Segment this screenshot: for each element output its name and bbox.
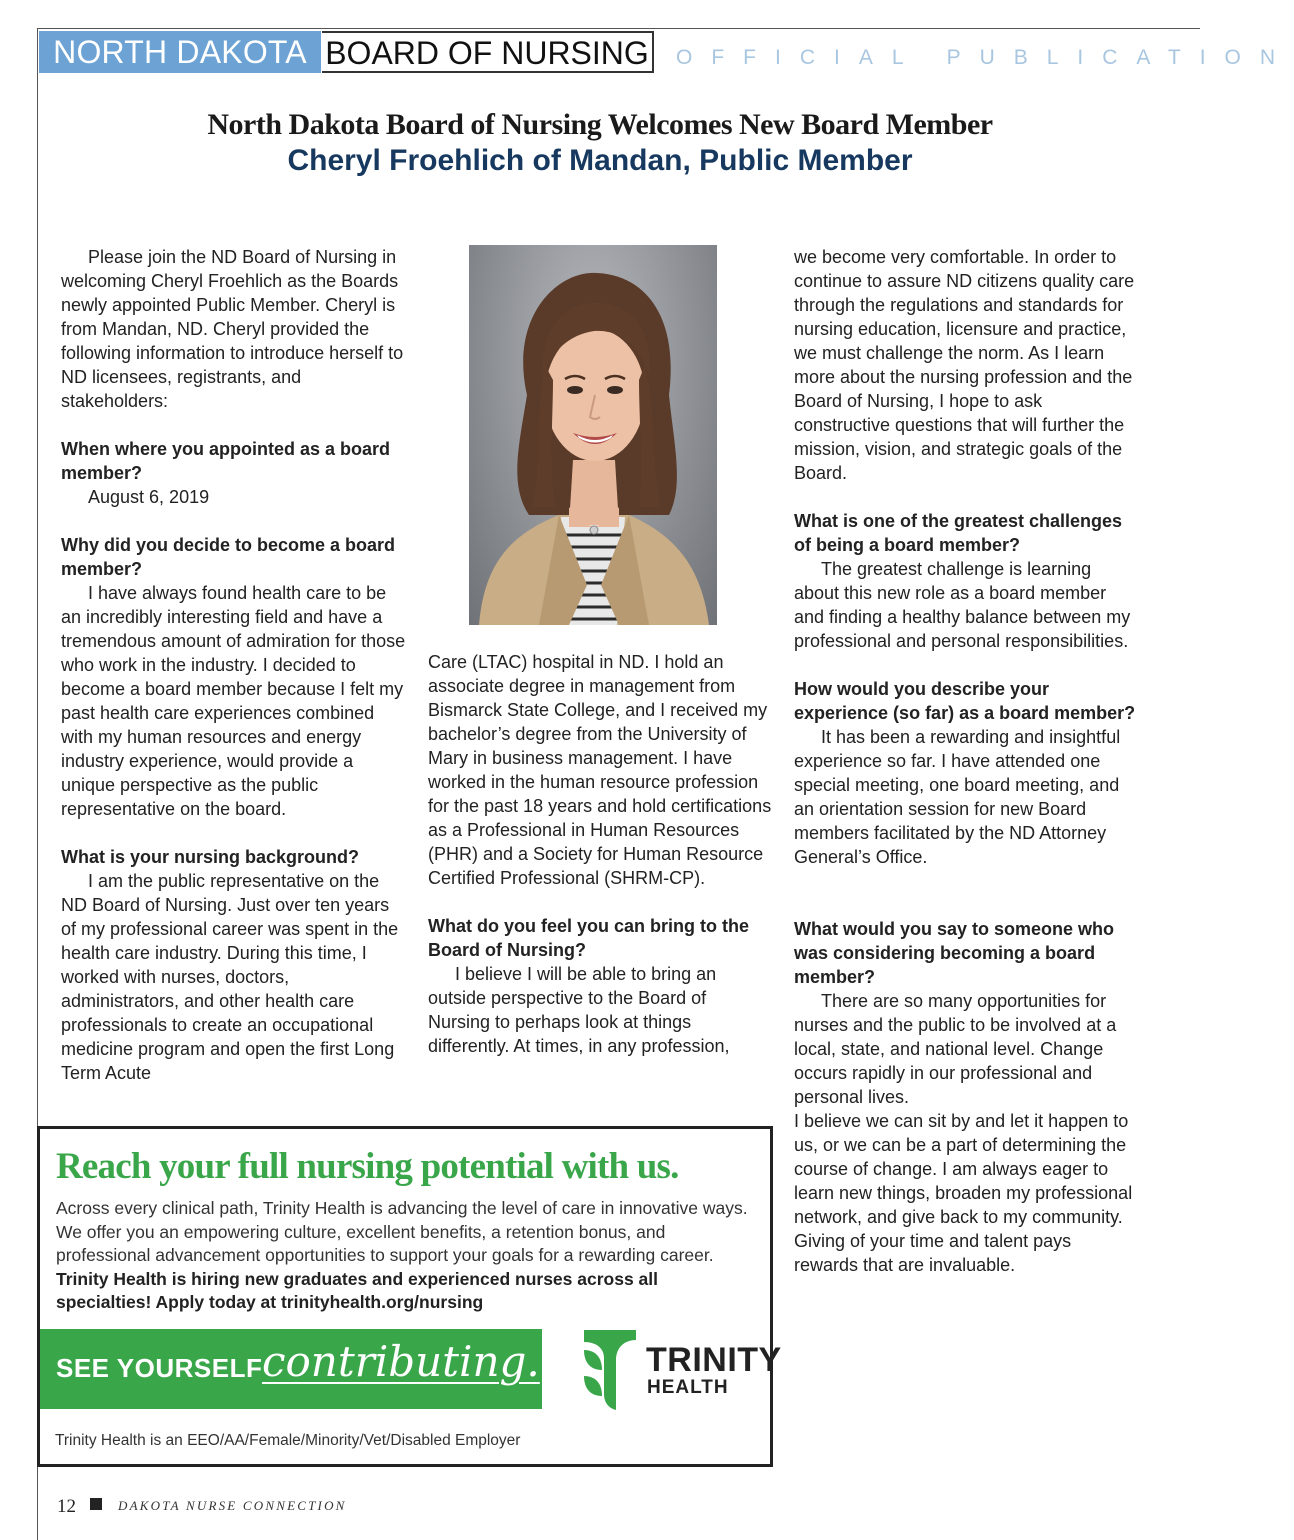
answer-paragraph: There are so many opportunities for nurses and the public to be involved at a local, state, and national level. Change occurs rapidly in our professional and personal lives.	[794, 991, 1117, 1107]
intro-paragraph: Please join the ND Board of Nursing in welcoming Cheryl Froehlich as the Boards newly appointed Public Member. Cheryl is from Mandan, ND. Cheryl provided the following information to introduce herself to ND licensees, registrants, and stakeholders:	[61, 247, 404, 411]
masthead-board: BOARD OF NURSING	[322, 31, 654, 73]
portrait-illustration	[469, 245, 717, 625]
ad-brand-health: HEALTH	[647, 1377, 729, 1398]
ad-body-callout: Trinity Health is hiring new graduates and experienced nurses across all specialties! Apply today at trinityhealth.org/nursing	[56, 1268, 659, 1312]
ad-body-text: Across every clinical path, Trinity Health is advancing the level of care in innovative ways. We offer you an empowering culture, excellent benefits, a retention bonus, and professional advancement opportunities to support your goals for a rewarding career.	[56, 1198, 748, 1265]
trinity-leaf-logo-icon	[580, 1328, 640, 1412]
masthead-state: NORTH DAKOTA	[39, 31, 321, 73]
question-heading: What do you feel you can bring to the Board of Nursing?	[428, 916, 750, 960]
question-heading: What is your nursing background?	[61, 847, 360, 867]
answer-paragraph: I believe we can sit by and let it happen to us, or we can be a part of determining the course of change. I am always eager to learn new things, broaden my professional network, and give back to my community. Giving of your time and talent pays rewards that are invaluable.	[794, 1111, 1133, 1275]
footer-square-icon	[90, 1498, 102, 1510]
top-rule	[37, 28, 1200, 29]
article-title: North Dakota Board of Nursing Welcomes New Board Member	[207, 108, 993, 141]
answer-paragraph: I am the public representative on the ND Board of Nursing. Just over ten years of my professional career was spent in the health care industry. During this time, I worked with nurses, doctors, administrators, and other health care professionals to create an occupational medicine program and open the first Long Term Acute	[61, 871, 399, 1083]
answer-paragraph: The greatest challenge is learning about this new role as a board member and finding a healthy balance between my professional and personal responsibilities.	[794, 559, 1131, 651]
answer-paragraph: Care (LTAC) hospital in ND. I hold an associate degree in management from Bismarck State College, and I received my bachelor’s degree from the University of Mary in business management. I have worked in the human resource profession for the past 18 years and hold certifications as a Professional in Human Resources (PHR) and a Society for Human Resource Certified Professional (SHRM-CP).	[428, 652, 772, 888]
article-column-3	[794, 245, 1139, 1277]
question-heading: What would you say to someone who was considering becoming a board member?	[794, 919, 1115, 987]
answer-paragraph: I have always found health care to be an incredibly interesting field and have a tremendous amount of admiration for those who work in the industry. I decided to become a board member because I felt my past health care experiences combined with my human resources and energy industry experience, would provide a unique perspective as the public representative on the board.	[61, 583, 406, 819]
ad-body	[56, 1197, 756, 1315]
article-subtitle: Cheryl Froehlich of Mandan, Public Member	[287, 144, 913, 177]
publication-name: DAKOTA NURSE CONNECTION	[118, 1498, 347, 1513]
question-heading: What is one of the greatest challenges of being a board member?	[794, 511, 1123, 555]
question-heading: How would you describe your experience (so far) as a board member?	[794, 679, 1136, 723]
answer-paragraph: It has been a rewarding and insightful experience so far. I have attended one special meeting, one board meeting, and an orientation session for new Board members facilitated by the ND Attorney General’s Office.	[794, 727, 1121, 867]
question-heading: Why did you decide to become a board member?	[61, 535, 396, 579]
answer-paragraph: I believe I will be able to bring an outside perspective to the Board of Nursing to perhaps look at things differently. At times, in any profession,	[428, 964, 730, 1056]
ad-slogan-see-yourself: SEE YOURSELF	[56, 1353, 263, 1383]
portrait-photo	[469, 245, 717, 625]
ad-slogan-contributing: contributing.	[262, 1337, 540, 1386]
masthead-tagline: OFFICIAL PUBLICATION	[676, 46, 1294, 69]
ad-brand-trinity: TRINITY	[646, 1341, 782, 1379]
ad-slogan-bar	[40, 1329, 542, 1409]
question-heading: When where you appointed as a board member?	[61, 439, 391, 483]
ad-eeo-statement: Trinity Health is an EEO/AA/Female/Minority/Vet/Disabled Employer	[55, 1432, 521, 1449]
answer-paragraph: we become very comfortable. In order to continue to assure ND citizens quality care through the regulations and standards for nursing education, licensure and practice, we must challenge the norm. As I learn more about the nursing profession and the Board of Nursing, I hope to ask constructive questions that will further the mission, vision, and strategic goals of the Board.	[794, 247, 1135, 483]
article-column-1	[61, 245, 406, 1085]
article-column-2	[428, 650, 773, 1058]
ad-headline: Reach your full nursing potential with us.	[56, 1146, 679, 1187]
page-number: 12	[57, 1496, 76, 1517]
answer-paragraph: August 6, 2019	[88, 487, 210, 507]
trinity-health-ad[interactable]	[37, 1126, 773, 1467]
